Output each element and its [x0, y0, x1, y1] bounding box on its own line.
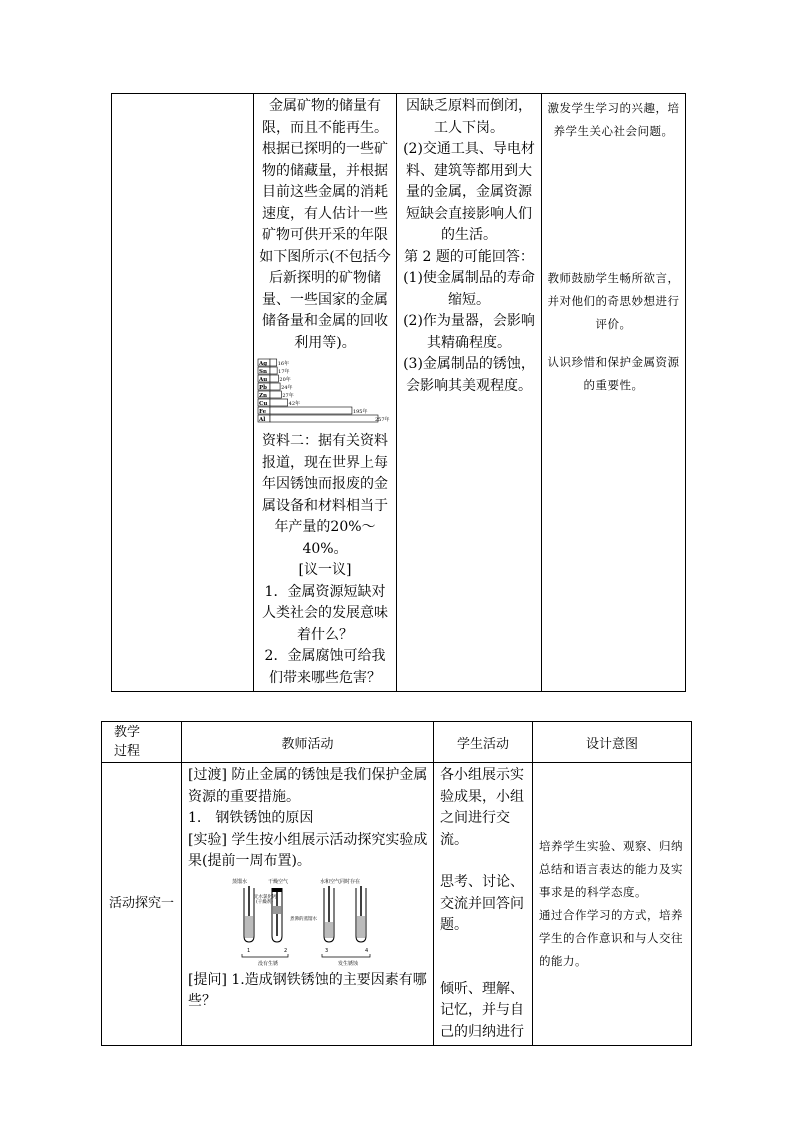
chart-category-label: Zn: [259, 392, 268, 399]
header-teacher: 教师活动: [182, 722, 434, 763]
chart-category-label: Ag: [259, 360, 268, 367]
tube-number-4: 4: [365, 947, 369, 954]
chart-value-label: 42年: [288, 400, 301, 407]
chart-bar: [270, 391, 281, 398]
header-student: 学生活动: [434, 722, 533, 763]
chart-value-label: 24年: [281, 384, 293, 391]
chart-category-label: Au: [259, 376, 268, 383]
answer-heading-2: 第 2 题的可能回答：: [404, 248, 534, 265]
student-activity-cell-2: [434, 763, 533, 1046]
label-distilled-water: 蒸馏水: [232, 878, 248, 885]
chart-bar: [270, 359, 277, 366]
chart-category-label: Cu: [259, 400, 268, 407]
chart-value-label: 257年: [375, 416, 390, 423]
label-desiccant-note: (干燥剂): [256, 899, 274, 905]
chart-value-label: 195年: [352, 408, 368, 415]
label-dry-air: 干燥空气: [268, 878, 289, 885]
intent-experiment-skills: 培养学生实验、观察、归纳总结和语言表达的能力及实事求是的科学态度。: [539, 839, 683, 899]
chart-value-label: 27年: [282, 392, 294, 399]
answer-line-4: (1)使金属制品的寿命缩短。: [403, 270, 535, 308]
tube-number-3: 3: [325, 947, 329, 954]
chart-bar: [270, 367, 277, 374]
transition-text: [过渡] 防止金属的锈蚀是我们保护金属资源的重要措施。: [188, 767, 428, 805]
design-intent-cell: [542, 94, 686, 692]
rust-experiment-figure: [232, 876, 382, 968]
chart-bar: [270, 383, 280, 390]
material-two-text: 资料二：据有关资料报道，现在世界上每年因锈蚀而报废的金属设备和材料相当于年产量的20%～40%。: [262, 433, 388, 557]
chart-category-label: Sn: [259, 368, 267, 375]
label-boiled-water: 煮沸的蒸馏水: [290, 916, 317, 922]
answer-line-6: (3)金属制品的锈蚀，会影响其美观程度。: [403, 356, 535, 394]
tube-number-2: 2: [284, 947, 288, 954]
answer-line-5: (2)作为量器，会影响其精确程度。: [403, 313, 535, 351]
header-intent: 设计意图: [533, 722, 692, 763]
student-discuss: 思考、讨论、交流并回答问题。: [440, 874, 524, 933]
header-row: [102, 722, 692, 763]
intent-encourage: 教师鼓励学生畅所欲言，并对他们的奇思妙想进行评价。: [547, 271, 680, 331]
label-desiccant: 无水氯化钙: [254, 894, 277, 900]
chart-value-label: 16年: [277, 360, 290, 367]
student-listen: 倾听、理解、记忆，并与自己的归纳进行: [440, 980, 524, 1040]
student-activity-cell: [397, 94, 542, 692]
stage-name-cell: 活动探究一: [102, 763, 182, 1046]
caption-no-rust: 没有生锈: [258, 960, 279, 967]
experiment-text: [实验] 学生按小组展示活动探究实验成果(提前一周布置)。: [188, 831, 428, 869]
chart-category-label: Pb: [259, 384, 267, 391]
teacher-activity-cell-2: [182, 763, 434, 1046]
resource-intro-text: 金属矿物的储量有限，而且不能再生。根据已探明的一些矿物的储藏量，并根据目前这些金属的消耗速度，有人估计一些矿物可供开采的年限如下图所示(不包括今后新探明的矿物储量、一些国家的金属储备量和金属的回收利用等)。: [259, 98, 391, 351]
question-text: [提问] 1.造成钢铁锈蚀的主要因素有哪些？: [188, 971, 427, 1009]
cause-heading: 1. 钢铁锈蚀的原因: [188, 810, 314, 826]
discuss-question-2: 2．金属腐蚀可给我们带来哪些危害？: [264, 648, 386, 686]
design-intent-cell-2: [533, 763, 692, 1046]
chart-bar: [270, 415, 378, 422]
intent-cooperation: 通过合作学习的方式，培养学生的合作意识和与人交往的能力。: [539, 908, 683, 968]
continuation-table: [111, 93, 686, 692]
discuss-question-1: 1．金属资源短缺对人类社会的发展意味着什么？: [262, 583, 388, 643]
chart-category-label: Fe: [259, 408, 267, 415]
test-tube-3: [324, 886, 334, 942]
answer-line-1: 因缺乏原料而倒闭，工人下岗。: [406, 98, 532, 136]
caption-rusted: 发生锈蚀: [338, 960, 359, 967]
answer-line-2: (2)交通工具、导电材料、建筑等都用到大量的金属，金属资源短缺会直接影响人们的生活。: [403, 141, 535, 243]
lesson-process-table: [101, 721, 692, 1046]
intent-interest: 激发学生学习的兴趣，培养学生关心社会问题。: [547, 101, 680, 138]
student-show-results: 各小组展示实验成果，小组之间进行交流。: [440, 767, 524, 848]
test-tube-1: [244, 886, 254, 942]
stage-cell-empty: [112, 94, 254, 692]
header-stage: 教学过程: [102, 722, 182, 763]
test-tube-4: [356, 886, 366, 942]
chart-value-label: 20年: [279, 376, 291, 383]
discuss-title: [议一议]: [298, 562, 352, 578]
chart-bar: [270, 407, 352, 414]
teacher-activity-cell: [254, 94, 397, 692]
label-water-and-air: 水和空气同时存在: [320, 878, 361, 885]
tube-number-1: 1: [247, 947, 251, 954]
chart-bar: [270, 375, 278, 382]
chart-bar: [270, 399, 288, 406]
chart-value-label: 17年: [278, 368, 290, 375]
mining-years-bar-chart: [257, 357, 391, 427]
chart-category-label: Al: [259, 416, 266, 423]
activity-row: [102, 763, 692, 1046]
intent-awareness: 认识珍惜和保护金属资源的重要性。: [547, 355, 680, 392]
